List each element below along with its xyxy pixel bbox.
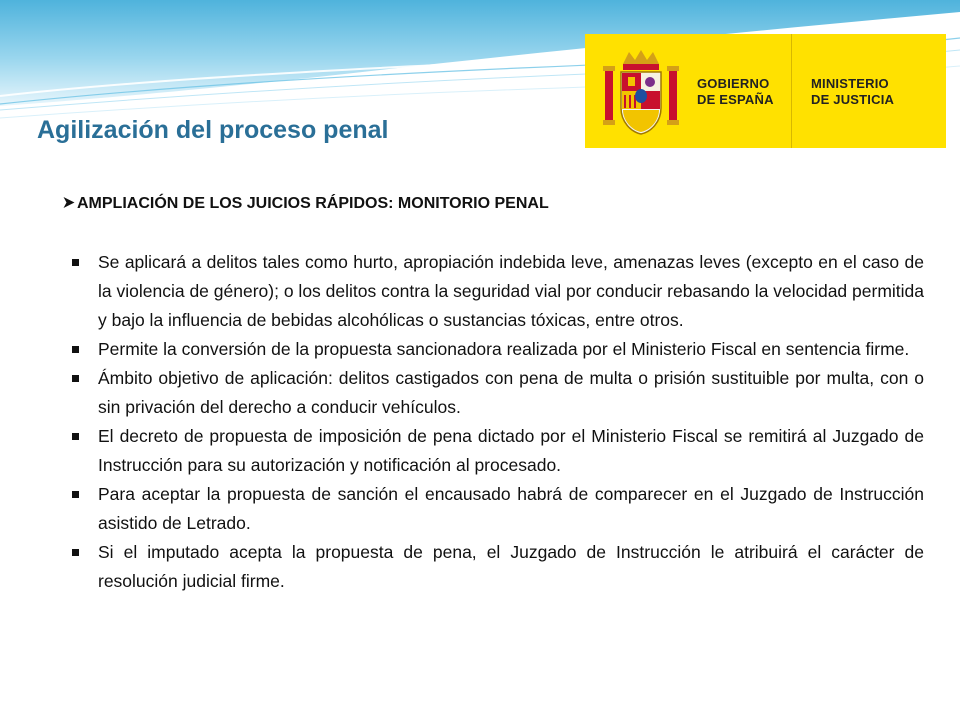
square-bullet-icon <box>72 433 79 440</box>
list-item-text: Para aceptar la propuesta de sanción el encausado habrá de comparecer en el Juzgado de Instrucción asistido de Letrado. <box>98 484 924 533</box>
section-heading <box>62 195 549 213</box>
coat-of-arms-icon <box>599 48 683 138</box>
list-item <box>68 538 924 596</box>
logo-divider <box>791 34 792 148</box>
arrow-bullet-icon <box>62 196 76 209</box>
square-bullet-icon <box>72 375 79 382</box>
list-item-text: Ámbito objetivo de aplicación: delitos castigados con pena de multa o prisión sustituible por multa, con o sin privación del derecho a conducir vehículos. <box>98 368 924 417</box>
logo-line: MINISTERIO <box>811 76 889 91</box>
list-item-text: El decreto de propuesta de imposición de pena dictado por el Ministerio Fiscal se remitirá al Juzgado de Instrucción para su autorización y notificación al procesado. <box>98 426 924 475</box>
square-bullet-icon <box>72 346 79 353</box>
list-item <box>68 248 924 335</box>
logo-label-ministerio <box>811 76 894 108</box>
list-item-text: Permite la conversión de la propuesta sancionadora realizada por el Ministerio Fiscal en sentencia firme. <box>98 339 910 359</box>
logo-line: DE JUSTICIA <box>811 92 895 107</box>
logo-line: GOBIERNO <box>697 76 770 91</box>
square-bullet-icon <box>72 259 79 266</box>
list-item <box>68 335 924 364</box>
square-bullet-icon <box>72 491 79 498</box>
list-item <box>68 480 924 538</box>
square-bullet-icon <box>72 549 79 556</box>
government-logo <box>585 34 946 148</box>
slide-title: Agilización del proceso penal <box>37 116 389 144</box>
logo-line: DE ESPAÑA <box>697 92 774 107</box>
list-item-text: Si el imputado acepta la propuesta de pena, el Juzgado de Instrucción le atribuirá el carácter de resolución judicial firme. <box>98 542 924 591</box>
bullet-list <box>68 248 924 596</box>
list-item <box>68 422 924 480</box>
list-item-text: Se aplicará a delitos tales como hurto, apropiación indebida leve, amenazas leves (excepto en el caso de la violencia de género); o los delitos contra la seguridad vial por conducir rebasando la velocidad permitida y bajo la influencia de bebidas alcohólicas o sustancias tóxicas, entre otros. <box>98 252 924 330</box>
section-heading-text: AMPLIACIÓN DE LOS JUICIOS RÁPIDOS: MONITORIO PENAL <box>77 195 549 212</box>
logo-label-gobierno <box>697 76 774 108</box>
list-item <box>68 364 924 422</box>
